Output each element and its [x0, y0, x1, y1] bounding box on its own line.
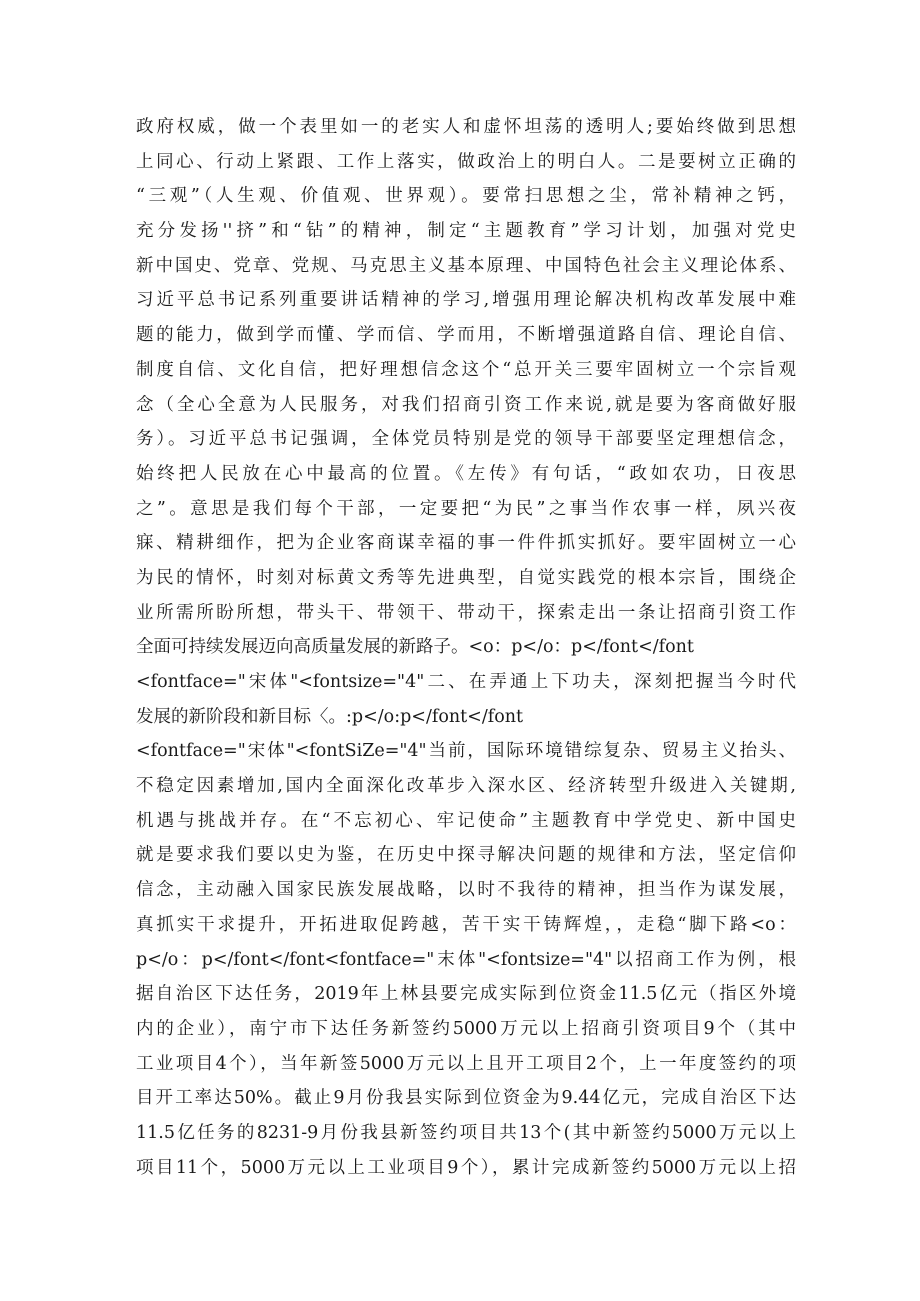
text-line: 政府权威，做一个表里如一的老实人和虚怀坦荡的透明人;要始终做到思想 — [136, 117, 796, 137]
body-text — [136, 110, 796, 1185]
text-line: 全面可持续发展迈向高质量发展的新路子。<o：p</o：p</font</font — [136, 637, 694, 658]
text-line: 始终把人民放在心中最高的位置。《左传》有句话，“政如农功，日夜思 — [136, 463, 796, 484]
text-line: p</o：p</font</font<fontface="末体"<fontsize="4"以招商工作为例，根 — [136, 949, 796, 970]
text-line: 信念，主动融入国家民族发展战略，以时不我待的精神，担当作为谋发展， — [136, 880, 796, 901]
text-line: 机遇与挑战并存。在“不忘初心、牢记使命”主题教育中学党史、新中国史 — [136, 810, 796, 831]
text-line: 题的能力，做到学而懂、学而信、学而用，不断增强道路自信、理论自信、 — [136, 325, 796, 346]
text-line: 项目11个，5000万元以上工业项目9个），累计完成新签约5000万元以上招 — [136, 1157, 796, 1178]
text-line: 工业项目4个），当年新签5000万元以上且开工项目2个，上一年度签约的项 — [136, 1053, 796, 1074]
text-line: 为民的情怀，时刻对标黄文秀等先进典型，自觉实践党的根本宗旨，围绕企 — [136, 567, 796, 588]
text-line: 不稳定因素增加,国内全面深化改革步入深水区、经济转型升级进入关键期, — [136, 776, 796, 797]
text-line: 寐、精耕细作，把为企业客商谋幸福的事一件件抓实抓好。要牢固树立一心 — [136, 533, 796, 554]
text-line: <fontface="宋体"<fontsize="4"二、在弄通上下功夫，深刻把握当今时代 — [136, 672, 796, 692]
text-line: 发展的新阶段和新目标〈。:p</o:p</font</font — [136, 706, 524, 727]
text-line: “三观”（人生观、价值观、世界观）。要常扫思想之尘，常补精神之钙， — [136, 186, 796, 207]
text-line: 据自治区下达任务，2019年上林县要完成实际到位资金11.5亿元（指区外境 — [136, 984, 796, 1005]
text-line: 内的企业），南宁市下达任务新签约5000万元以上招商引资项目9个（其中 — [136, 1018, 796, 1039]
text-line: 习近平总书记系列重要讲话精神的学习,增强用理论解决机构改革发展中难 — [136, 290, 796, 311]
text-line: 之”。意思是我们每个干部，一定要把“为民”之事当作农事一样，夙兴夜 — [136, 498, 796, 519]
text-line: 制度自信、文化自信，把好理想信念这个“总开关三要牢固树立一个宗旨观 — [136, 359, 796, 380]
text-line: 念（全心全意为人民服务，对我们招商引资工作来说,就是要为客商做好服 — [136, 394, 796, 415]
text-line: 真抓实干求提升，开拓进取促跨越，苦干实干铸辉煌，，走稳“脚下路<o： — [136, 914, 796, 935]
text-line: 目开工率达50%。截止9月份我县实际到位资金为9.44亿元，完成自治区下达 — [136, 1088, 796, 1109]
text-line: 上同心、行动上紧跟、工作上落实，做政治上的明白人。二是要树立正确的 — [136, 151, 796, 172]
text-line: 11.5亿任务的8231-9月份我县新签约项目共13个(其中新签约5000万元以上 — [136, 1122, 796, 1143]
text-line: 充分发扬''挤”和“钻”的精神，制定“主题教育”学习计划，加强对党史 — [136, 221, 796, 242]
text-line: 务）。习近平总书记强调，全体党员特别是党的领导干部要坚定理想信念， — [136, 429, 796, 450]
text-line: <fontface="宋体"<fontSiZe="4"当前，国际环境错综复杂、贸易主义抬头、 — [136, 741, 796, 762]
text-line: 就是要求我们要以史为鉴，在历史中探寻解决问题的规律和方法，坚定信仰 — [136, 845, 796, 866]
text-line: 新中国史、党章、党规、马克思主义基本原理、中国特色社会主义理论体系、 — [136, 255, 796, 276]
text-line: 业所需所盼所想，带头干、带领干、带动干，探索走出一条让招商引资工作 — [136, 602, 796, 623]
